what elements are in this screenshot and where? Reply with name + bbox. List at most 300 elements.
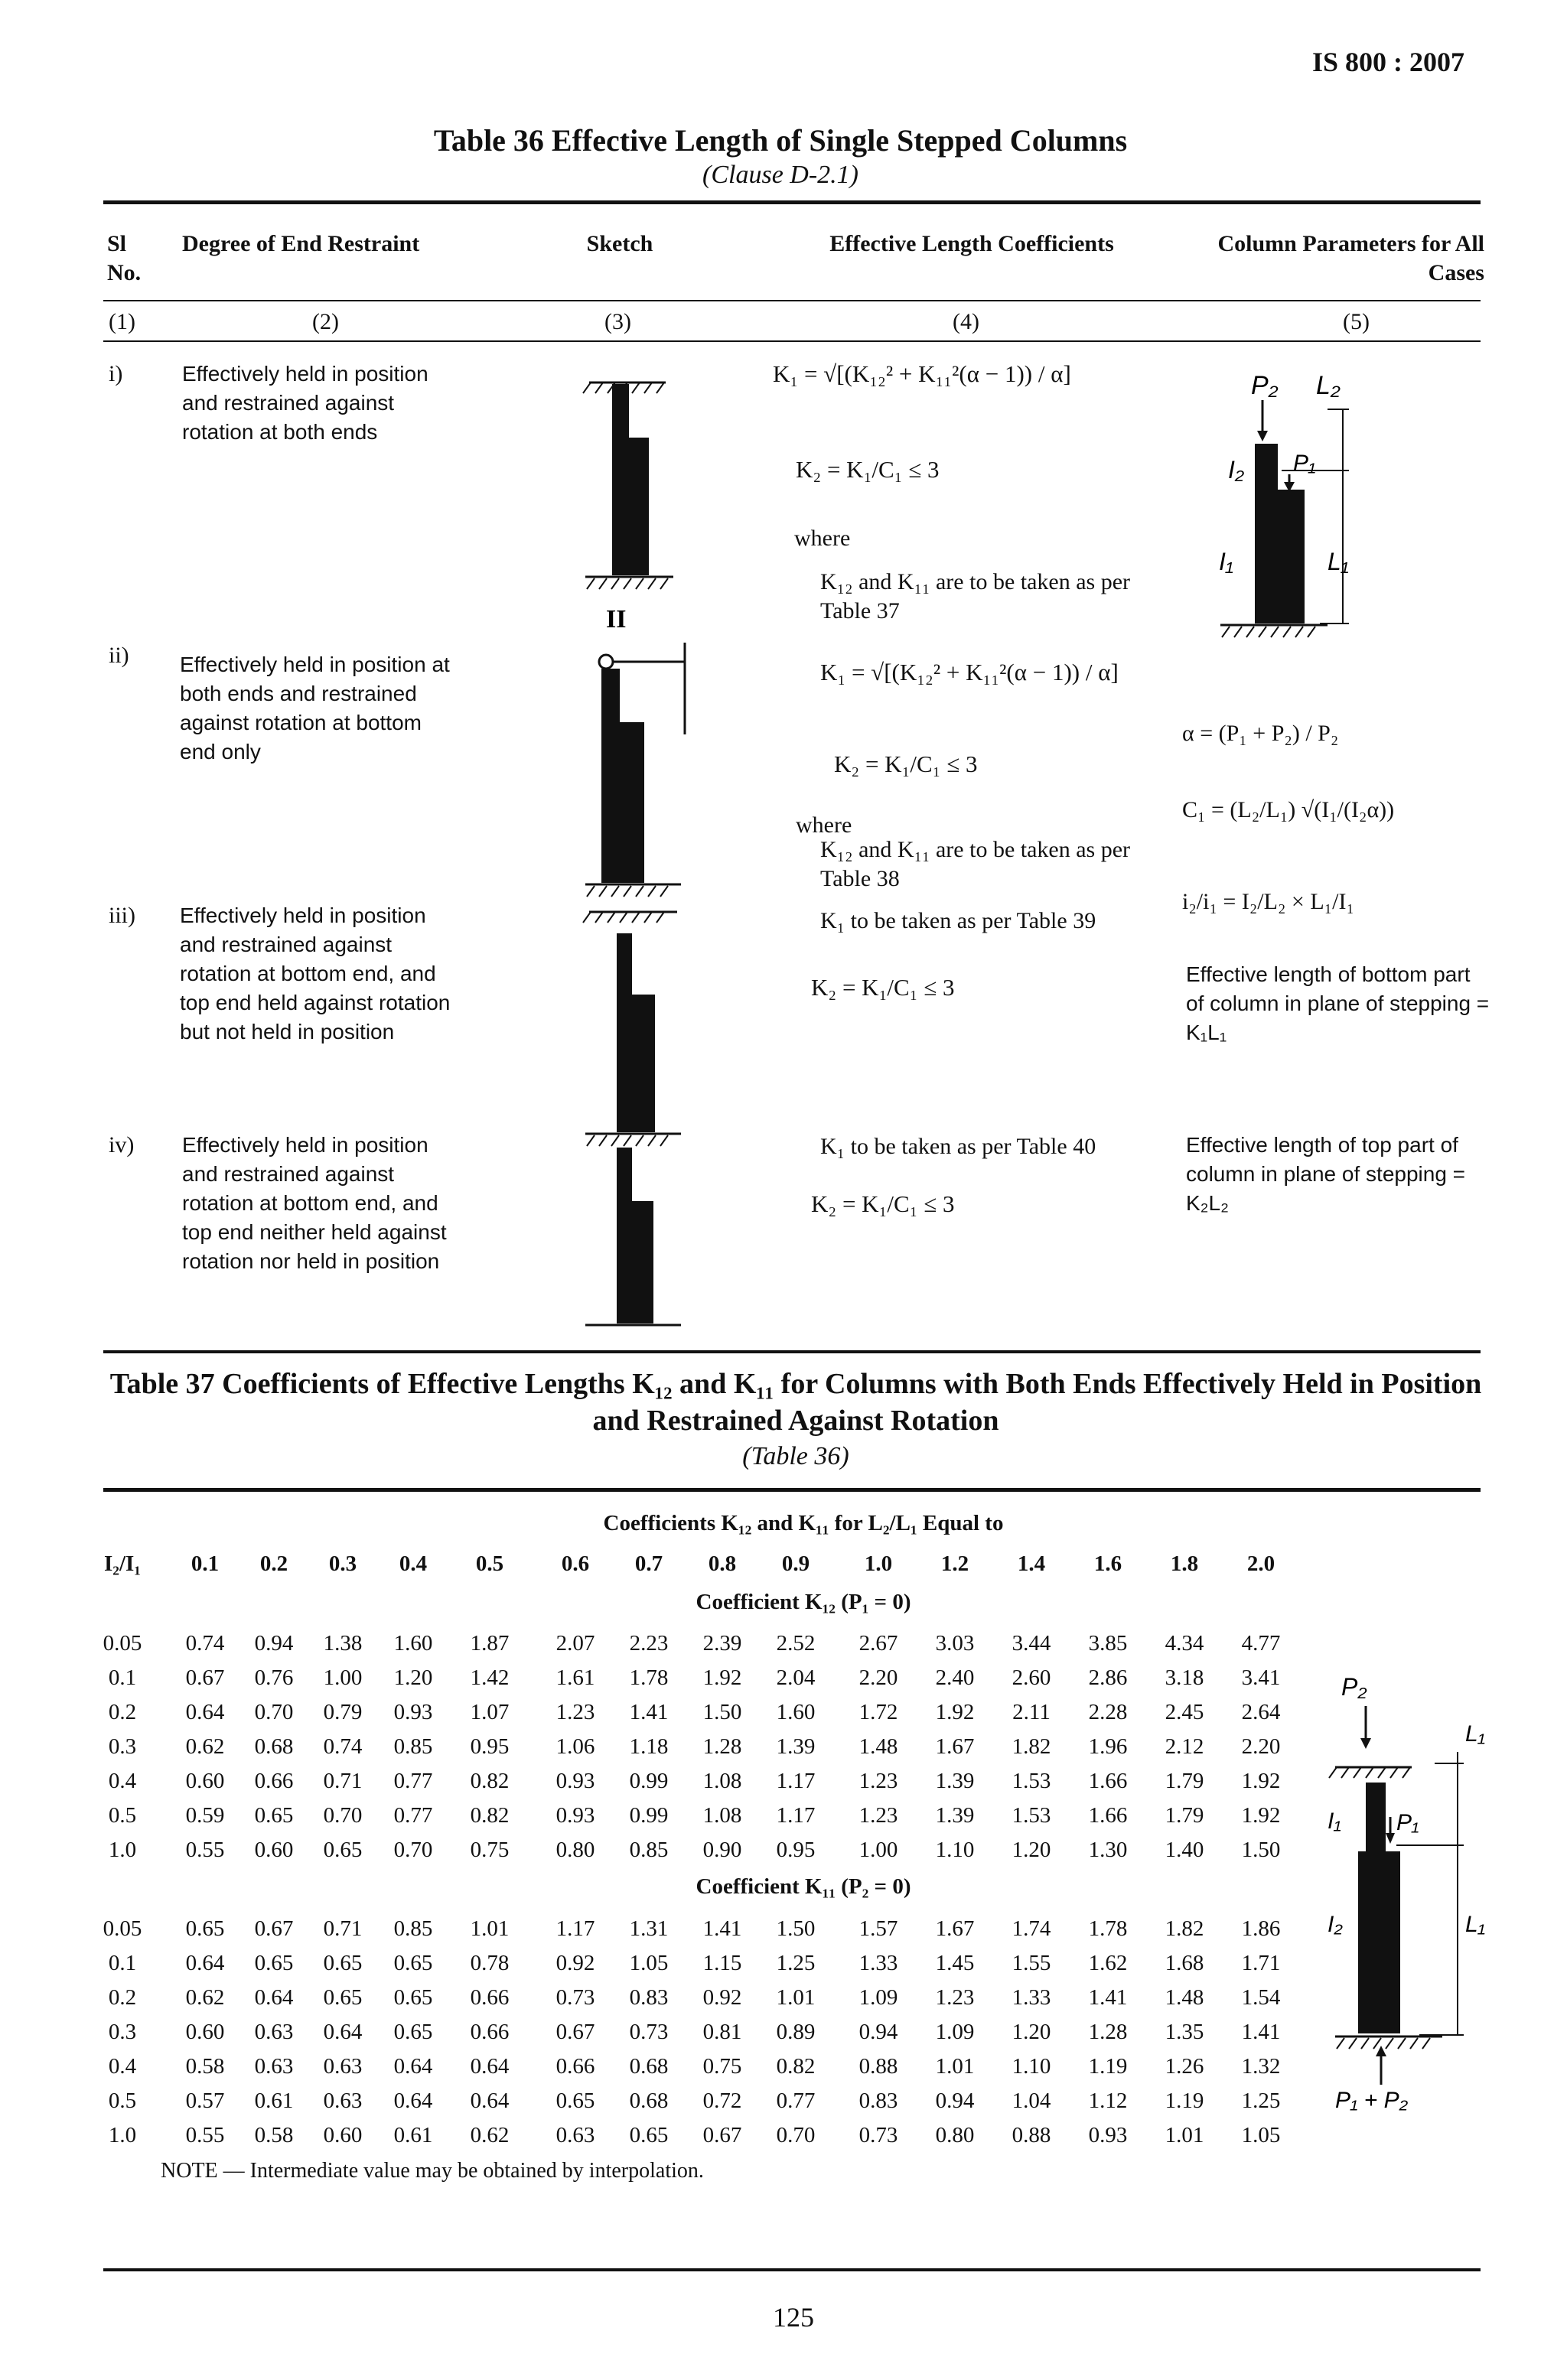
table37-k12-cell: 2.39 (702, 1631, 742, 1656)
table37-k11-cell: 0.63 (254, 2054, 294, 2079)
label-p1: P₁ (1293, 451, 1316, 476)
table37-k12-cell: 1.08 (702, 1803, 742, 1828)
row1-k1: K₁ = √[(K₁₂² + K₁₁²(α − 1)) / α] (773, 360, 1071, 387)
table37-k11-cell: 0.77 (776, 2089, 816, 2113)
table37-k11-cell: 1.23 (935, 1985, 975, 2010)
table37-k12-cell: 1.61 (555, 1665, 595, 1690)
table37-k11-cell: 1.35 (1165, 2020, 1204, 2044)
table37-k11-cell: 1.09 (935, 2020, 975, 2044)
table37-k12-cell: 1.79 (1165, 1769, 1204, 1793)
colnum-1: (1) (109, 309, 135, 334)
table37-k12-cell: 1.17 (776, 1769, 816, 1793)
table37-k11-cell: 1.55 (1012, 1951, 1051, 1975)
table37-k11-cell: 0.67 (555, 2020, 595, 2044)
row3-sl: iii) (109, 903, 135, 928)
col-parameters: Column Parameters for All Cases (1217, 231, 1484, 285)
table37-col-header: 2.0 (1246, 1551, 1275, 1576)
table37-k12-cell: 0.85 (393, 1734, 433, 1759)
table37-k11-cell: 0.68 (629, 2089, 669, 2113)
diag-label-p2: P₂ (1341, 1673, 1367, 1701)
table37-k12-cell: 2.86 (1088, 1665, 1128, 1690)
row2-where: where (796, 812, 852, 838)
table37-k11-cell: 0.67 (702, 2123, 742, 2147)
table37-k12-cell: 2.07 (555, 1631, 595, 1656)
table37-k12-cell: 0.95 (470, 1734, 510, 1759)
table37-col-header: 0.2 (259, 1551, 288, 1576)
table37-k12-cell: 0.65 (254, 1803, 294, 1828)
table37-k11-row-label: 0.2 (108, 1985, 137, 2010)
table37-col-header: 0.3 (328, 1551, 357, 1576)
standard-code: IS 800 : 2007 (1312, 47, 1465, 77)
table37-k11-cell: 0.64 (393, 2089, 433, 2113)
diag-label-p1: P₁ (1396, 1810, 1419, 1835)
table37-k12-cell: 0.82 (470, 1769, 510, 1793)
table37-k12-cell: 0.70 (254, 1700, 294, 1724)
table37-k12-cell: 1.78 (629, 1665, 669, 1690)
table37-k11-cell: 0.65 (254, 1951, 294, 1975)
label-p2: P₂ (1251, 371, 1279, 400)
table37-k11-cell: 1.25 (776, 1951, 816, 1975)
table37-k11-cell: 1.50 (776, 1916, 816, 1941)
table37-k12-cell: 1.39 (935, 1769, 975, 1793)
table37-k11-cell: 0.65 (185, 1916, 225, 1941)
table37-k12-cell: 1.60 (776, 1700, 816, 1724)
table37-k11-cell: 0.64 (254, 1985, 294, 2010)
table37-k11-cell: 1.31 (629, 1916, 669, 1941)
label-l1: L₁ (1328, 548, 1349, 575)
rule-colnums (103, 340, 1481, 342)
col-sketch: Sketch (586, 231, 653, 256)
table37-k12-row-label: 0.5 (108, 1803, 137, 1828)
table37-k11-cell: 1.78 (1088, 1916, 1128, 1941)
table37-k11-cell: 0.63 (254, 2020, 294, 2044)
table37-k11-cell: 1.01 (935, 2054, 975, 2079)
table37-k12-cell: 1.20 (1012, 1838, 1051, 1862)
sketch-row2 (585, 643, 685, 897)
table37-k12-cell: 0.99 (629, 1769, 669, 1793)
table37-col-header: 0.4 (399, 1551, 428, 1576)
colnum-2: (2) (312, 309, 339, 334)
table37-k12-cell: 1.67 (935, 1734, 975, 1759)
table37-k11-cell: 0.65 (629, 2123, 669, 2147)
table37-k12-cell: 1.42 (470, 1665, 510, 1690)
table37-k11-cell: 0.81 (702, 2020, 742, 2044)
table37-k12-cell: 0.65 (323, 1838, 363, 1862)
diag-label-i2: I₂ (1328, 1912, 1343, 1937)
table37-k11-cell: 0.88 (858, 2054, 898, 2079)
row2-k2: K₂ = K₁/C₁ ≤ 3 (834, 750, 978, 777)
table37-k12-cell: 2.67 (858, 1631, 898, 1656)
table37-k12-cell: 1.00 (858, 1838, 898, 1862)
table37-k12-cell: 2.04 (776, 1665, 816, 1690)
table37-k12-cell: 0.77 (393, 1803, 433, 1828)
table37-k11-cell: 0.78 (470, 1951, 510, 1975)
table37-k12-cell: 1.40 (1165, 1838, 1204, 1862)
table37-k12-cell: 0.93 (555, 1769, 595, 1793)
table37-k12-cell: 2.52 (776, 1631, 816, 1656)
table37-k11-cell: 0.93 (1088, 2123, 1128, 2147)
table37-k12-cell: 3.41 (1241, 1665, 1281, 1690)
table37-k11-cell: 1.25 (1241, 2089, 1281, 2113)
colnum-3: (3) (604, 309, 631, 334)
table37-k12-cell: 1.92 (1241, 1769, 1281, 1793)
table37-col-header: 0.6 (561, 1551, 590, 1576)
row1-restraint: Effectively held in position and restrained against rotation at both ends (182, 362, 428, 444)
table37-k11-row-label: 0.1 (108, 1951, 137, 1975)
table37-k12-cell: 1.30 (1088, 1838, 1128, 1862)
table37-k11-cell: 0.89 (776, 2020, 816, 2044)
table37-col-header: 1.0 (864, 1551, 893, 1576)
table37-k11-cell: 1.33 (1012, 1985, 1051, 2010)
table37-k12-cell: 1.72 (858, 1700, 898, 1724)
table37-k12-cell: 1.87 (470, 1631, 510, 1656)
table37-k12-cell: 2.20 (1241, 1734, 1281, 1759)
table37-k12-cell: 0.66 (254, 1769, 294, 1793)
table37-k12-cell: 0.70 (393, 1838, 433, 1862)
table37-k11-cell: 0.65 (555, 2089, 595, 2113)
table37-k11-cell: 1.01 (776, 1985, 816, 2010)
sketch-row4 (585, 1148, 681, 1325)
table37-col-header: 0.8 (708, 1551, 737, 1576)
table37-k12-cell: 1.28 (702, 1734, 742, 1759)
table37-k12-cell: 3.85 (1088, 1631, 1128, 1656)
table37-k11-cell: 0.65 (323, 1985, 363, 2010)
row3-restraint: Effectively held in position and restrained against rotation at bottom end, and top end held against rotation but not held in position (180, 903, 451, 1043)
table37-k11-cell: 1.41 (702, 1916, 742, 1941)
table37-k11-cell: 1.28 (1088, 2020, 1128, 2044)
table37-k11-cell: 0.65 (323, 1951, 363, 1975)
table37-k12-cell: 0.94 (254, 1631, 294, 1656)
table37-col-header: 0.5 (475, 1551, 504, 1576)
table37-k12-cell: 1.92 (702, 1665, 742, 1690)
table37-k11-cell: 1.15 (702, 1951, 742, 1975)
table37-k11-row-label: 0.5 (108, 2089, 137, 2113)
table37-k11-cell: 0.92 (555, 1951, 595, 1975)
sketch-row3 (583, 912, 681, 1146)
table37-k11-cell: 0.61 (254, 2089, 294, 2113)
table37-k12-cell: 2.11 (1012, 1700, 1051, 1724)
table37-k11-cell: 0.55 (185, 2123, 225, 2147)
table37-k12-cell: 0.60 (185, 1769, 225, 1793)
rule-table37-bottom (103, 2268, 1481, 2271)
table37-k12-cell: 1.23 (555, 1700, 595, 1724)
table37-k11-cell: 1.57 (858, 1916, 898, 1941)
table37-k11-cell: 1.33 (858, 1951, 898, 1975)
rule-top (103, 200, 1481, 204)
table37-k12-row-label: 0.2 (108, 1700, 137, 1724)
table37-col-header: 1.6 (1093, 1551, 1122, 1576)
colnum-4: (4) (953, 309, 979, 334)
label-i1: I₁ (1219, 548, 1233, 575)
table37-k12-row-label: 1.0 (108, 1838, 137, 1862)
table37-k12-cell: 1.53 (1012, 1803, 1051, 1828)
table37-note: NOTE — Intermediate value may be obtained by interpolation. (161, 2159, 704, 2183)
table37-k12-cell: 1.39 (776, 1734, 816, 1759)
table37-k11-cell: 1.45 (935, 1951, 975, 1975)
param-ratio: i₂/i₁ = I₂/L₂ × L₁/I₁ (1182, 889, 1354, 914)
table37-k12-cell: 0.68 (254, 1734, 294, 1759)
table37-k12-row-label: 0.05 (103, 1631, 142, 1656)
table37-col-header: 1.2 (940, 1551, 969, 1576)
table37-k11-cell: 0.65 (393, 1985, 433, 2010)
table37-k12-cell: 2.40 (935, 1665, 975, 1690)
table37-k12-cell: 2.60 (1012, 1665, 1051, 1690)
table37-k12-cell: 2.12 (1165, 1734, 1204, 1759)
table37-k12-cell: 1.79 (1165, 1803, 1204, 1828)
table37-k12-cell: 1.82 (1012, 1734, 1051, 1759)
table37-k12-cell: 1.06 (555, 1734, 595, 1759)
table37-k11-cell: 0.92 (702, 1985, 742, 2010)
table37-k11-cell: 1.54 (1241, 1985, 1281, 2010)
table37-k11-cell: 0.94 (935, 2089, 975, 2113)
row4-k2: K₂ = K₁/C₁ ≤ 3 (811, 1190, 955, 1217)
table37-k11-cell: 0.64 (470, 2089, 510, 2113)
table37-k12-cell: 3.18 (1165, 1665, 1204, 1690)
table37-section-k12: Coefficient K₁₂ (P₁ = 0) (696, 1590, 911, 1614)
page-number: 125 (773, 2302, 814, 2333)
col-restraint: Degree of End Restraint (182, 231, 420, 256)
table37-row-header: I₂/I₁ (103, 1551, 142, 1576)
row2-sl: ii) (109, 643, 129, 668)
table37-k11-cell: 0.73 (858, 2123, 898, 2147)
table37-diagram (1320, 1668, 1496, 2111)
table36-clause: (Clause D-2.1) (702, 161, 858, 189)
diag-label-l1-top: L₁ (1465, 1721, 1486, 1747)
table37-k11-cell: 1.41 (1241, 2020, 1281, 2044)
table37-k12-cell: 1.23 (858, 1769, 898, 1793)
table37-k11-cell: 0.62 (470, 2123, 510, 2147)
rule-table36-bottom (103, 1350, 1481, 1353)
table37-k11-cell: 1.62 (1088, 1951, 1128, 1975)
table37-k11-row-label: 0.4 (108, 2054, 137, 2079)
table37-title: Table 37 Coefficients of Effective Lengths K₁₂ and K₁₁ for Columns with Both Ends Effectively Held in Position and Restrained Against Rotation (109, 1368, 1482, 1437)
row1-where: where (794, 526, 851, 551)
row4-sl: iv) (109, 1132, 135, 1157)
table37-section-k11: Coefficient K₁₁ (P₂ = 0) (696, 1874, 911, 1899)
table37-k12-cell: 1.10 (935, 1838, 975, 1862)
table37-k12-cell: 0.60 (254, 1838, 294, 1862)
table37-k12-cell: 0.77 (393, 1769, 433, 1793)
table37-k12-cell: 0.75 (470, 1838, 510, 1862)
table37-k11-cell: 0.65 (393, 2020, 433, 2044)
table37-k12-cell: 0.74 (185, 1631, 225, 1656)
table37-k12-cell: 1.17 (776, 1803, 816, 1828)
table37-k11-cell: 0.83 (629, 1985, 669, 2010)
table37-k11-cell: 0.71 (323, 1916, 363, 1941)
table37-k11-cell: 0.63 (323, 2054, 363, 2079)
row3-k2: K₂ = K₁/C₁ ≤ 3 (811, 974, 955, 1001)
table37-k11-cell: 0.64 (323, 2020, 363, 2044)
table37-k12-cell: 4.77 (1241, 1631, 1281, 1656)
table37-k12-cell: 3.44 (1012, 1631, 1051, 1656)
table36-title: Table 36 Effective Length of Single Stepped Columns (433, 123, 1128, 158)
table37-group-header: Coefficients K₁₂ and K₁₁ for L₂/L₁ Equal to (603, 1511, 1004, 1535)
table37-k11-cell: 0.88 (1012, 2123, 1051, 2147)
table37-k11-cell: 1.48 (1165, 1985, 1204, 2010)
table37-k11-cell: 1.17 (555, 1916, 595, 1941)
table37-k11-cell: 0.60 (185, 2020, 225, 2044)
table37-k11-cell: 1.82 (1165, 1916, 1204, 1941)
row2-note: K₁₂ and K₁₁ are to be taken as per Table 38 (820, 837, 1131, 891)
param-alpha: α = (P₁ + P₂) / P₂ (1182, 721, 1339, 746)
table37-k12-cell: 1.96 (1088, 1734, 1128, 1759)
sketch-row1 (583, 383, 673, 589)
table37-k12-cell: 0.70 (323, 1803, 363, 1828)
table37-k11-cell: 1.32 (1241, 2054, 1281, 2079)
table37-k12-cell: 1.07 (470, 1700, 510, 1724)
colnum-5: (5) (1343, 309, 1370, 334)
row4-note: K₁ to be taken as per Table 40 (820, 1134, 1096, 1159)
diag-label-sum: P₁ + P₂ (1335, 2088, 1409, 2111)
table37-k11-cell: 1.04 (1012, 2089, 1051, 2113)
table37-k12-cell: 1.50 (1241, 1838, 1281, 1862)
table37-k11-cell: 1.68 (1165, 1951, 1204, 1975)
table37-k11-cell: 0.64 (185, 1951, 225, 1975)
table37-k11-cell: 0.83 (858, 2089, 898, 2113)
table37-k12-cell: 0.80 (555, 1838, 595, 1862)
diag-label-l1: L₁ (1465, 1912, 1486, 1937)
table37-k12-cell: 0.71 (323, 1769, 363, 1793)
diag-label-i1: I₁ (1328, 1809, 1341, 1834)
table37-k12-cell: 0.55 (185, 1838, 225, 1862)
row2-restraint: Effectively held in position at both ends and restrained against rotation at bottom end only (180, 653, 450, 763)
table37-k11-cell: 0.75 (702, 2054, 742, 2079)
table36-sketches (574, 367, 689, 1331)
table37-k11-cell: 0.64 (470, 2054, 510, 2079)
table37-k12-cell: 1.23 (858, 1803, 898, 1828)
table37-k12-cell: 1.92 (935, 1700, 975, 1724)
table37-k11-cell: 0.67 (254, 1916, 294, 1941)
table37-k12-cell: 3.03 (935, 1631, 975, 1656)
table37-k12-cell: 0.95 (776, 1838, 816, 1862)
col-sl: Sl No. (107, 231, 142, 285)
table37-k12-cell: 1.20 (393, 1665, 433, 1690)
table37-k12-cell: 1.66 (1088, 1803, 1128, 1828)
table37-k11-cell: 0.62 (185, 1985, 225, 2010)
row3-note: K₁ to be taken as per Table 39 (820, 908, 1096, 933)
table37-k11-cell: 0.57 (185, 2089, 225, 2113)
table37-k11-cell: 1.05 (629, 1951, 669, 1975)
col-coefficients: Effective Length Coefficients (829, 231, 1114, 256)
param-c1: C₁ = (L₂/L₁) √(I₁/(I₂α)) (1182, 797, 1395, 822)
table37-k12-cell: 0.79 (323, 1700, 363, 1724)
table37-k12-cell: 0.99 (629, 1803, 669, 1828)
table37-k11-cell: 0.66 (470, 2020, 510, 2044)
table37-k11-cell: 0.58 (254, 2123, 294, 2147)
table37-k11-cell: 0.72 (702, 2089, 742, 2113)
label-i2: I₂ (1228, 456, 1245, 483)
table37-k11-cell: 0.63 (555, 2123, 595, 2147)
table37-k12-cell: 0.93 (393, 1700, 433, 1724)
table37-k11-row-label: 0.3 (108, 2020, 137, 2044)
table37-k12-cell: 1.39 (935, 1803, 975, 1828)
table37-col-header: 1.8 (1170, 1551, 1199, 1576)
table37-k11-cell: 1.05 (1241, 2123, 1281, 2147)
table37-k12-row-label: 0.4 (108, 1769, 137, 1793)
table37-k11-cell: 0.85 (393, 1916, 433, 1941)
table37-k12-cell: 0.85 (629, 1838, 669, 1862)
table37-k11-cell: 1.09 (858, 1985, 898, 2010)
table37-k11-cell: 1.19 (1165, 2089, 1204, 2113)
table37-k12-cell: 1.41 (629, 1700, 669, 1724)
table37-k12-cell: 1.00 (323, 1665, 363, 1690)
table37-k11-cell: 1.67 (935, 1916, 975, 1941)
table37-k11-cell: 0.60 (323, 2123, 363, 2147)
table37-k11-cell: 0.80 (935, 2123, 975, 2147)
table37-k11-cell: 0.58 (185, 2054, 225, 2079)
row2-k1: K₁ = √[(K₁₂² + K₁₁²(α − 1)) / α] (820, 659, 1119, 685)
table37-col-header: 1.4 (1017, 1551, 1046, 1576)
table37-k11-cell: 0.65 (393, 1951, 433, 1975)
table37-k11-cell: 0.63 (323, 2089, 363, 2113)
table37-k12-cell: 0.90 (702, 1838, 742, 1862)
table37-k11-cell: 0.73 (555, 1985, 595, 2010)
row1-note: K₁₂ and K₁₁ are to be taken as per Table 37 (820, 569, 1131, 623)
table37-k11-cell: 0.66 (555, 2054, 595, 2079)
table37-k12-cell: 0.93 (555, 1803, 595, 1828)
table37-k12-cell: 4.34 (1165, 1631, 1204, 1656)
table37-k11-cell: 1.12 (1088, 2089, 1128, 2113)
param-top-length: Effective length of top part of column in plane of stepping = K₂L₂ (1186, 1133, 1466, 1215)
table37-ref: (Table 36) (742, 1442, 849, 1470)
rule-table37-top (103, 1488, 1481, 1492)
table37-k12-cell: 2.23 (629, 1631, 669, 1656)
table37-k11-cell: 1.41 (1088, 1985, 1128, 2010)
table37-k12-cell: 0.62 (185, 1734, 225, 1759)
table37-k11-cell: 0.64 (393, 2054, 433, 2079)
table37-k11-cell: 1.10 (1012, 2054, 1051, 2079)
table37-k11-cell: 0.66 (470, 1985, 510, 2010)
table37-k12-row-label: 0.3 (108, 1734, 137, 1759)
rule-head (103, 300, 1481, 301)
table37-k11-cell: 0.70 (776, 2123, 816, 2147)
row4-restraint: Effectively held in position and restrained against rotation at bottom end, and top end neither held against rotation nor held in position (182, 1133, 447, 1273)
sketch-mark: II (606, 605, 627, 633)
table37-k11-cell: 0.94 (858, 2020, 898, 2044)
table37-k12-cell: 0.59 (185, 1803, 225, 1828)
table37-k11-cell: 0.73 (629, 2020, 669, 2044)
table37-k12-cell: 2.45 (1165, 1700, 1204, 1724)
table37-k12-cell: 1.08 (702, 1769, 742, 1793)
label-l2: L₂ (1316, 371, 1341, 400)
table37-k11-cell: 1.71 (1241, 1951, 1281, 1975)
row1-k2: K₂ = K₁/C₁ ≤ 3 (796, 456, 940, 483)
table37-k11-cell: 1.20 (1012, 2020, 1051, 2044)
table37-k12-cell: 0.64 (185, 1700, 225, 1724)
table37-k12-cell: 1.50 (702, 1700, 742, 1724)
table37-k11-row-label: 1.0 (108, 2123, 137, 2147)
table37-k12-cell: 1.53 (1012, 1769, 1051, 1793)
table37-col-header: 0.9 (781, 1551, 810, 1576)
table37-k12-cell: 1.60 (393, 1631, 433, 1656)
table37-k11-row-label: 0.05 (103, 1916, 142, 1941)
table37-k12-cell: 1.18 (629, 1734, 669, 1759)
table37-k12-cell: 0.76 (254, 1665, 294, 1690)
table37-k11-cell: 0.68 (629, 2054, 669, 2079)
table37-col-header: 0.1 (191, 1551, 220, 1576)
table37-k12-row-label: 0.1 (108, 1665, 137, 1690)
table37-k12-cell: 0.67 (185, 1665, 225, 1690)
table37-k11-cell: 1.01 (1165, 2123, 1204, 2147)
table37-k12-cell: 1.48 (858, 1734, 898, 1759)
table37-k12-cell: 0.74 (323, 1734, 363, 1759)
table37-k12-cell: 1.66 (1088, 1769, 1128, 1793)
table37-k12-cell: 2.20 (858, 1665, 898, 1690)
table37-k12-cell: 0.82 (470, 1803, 510, 1828)
table37-k11-cell: 1.19 (1088, 2054, 1128, 2079)
table37-col-header: 0.7 (634, 1551, 663, 1576)
column-params-diagram (1197, 363, 1373, 669)
